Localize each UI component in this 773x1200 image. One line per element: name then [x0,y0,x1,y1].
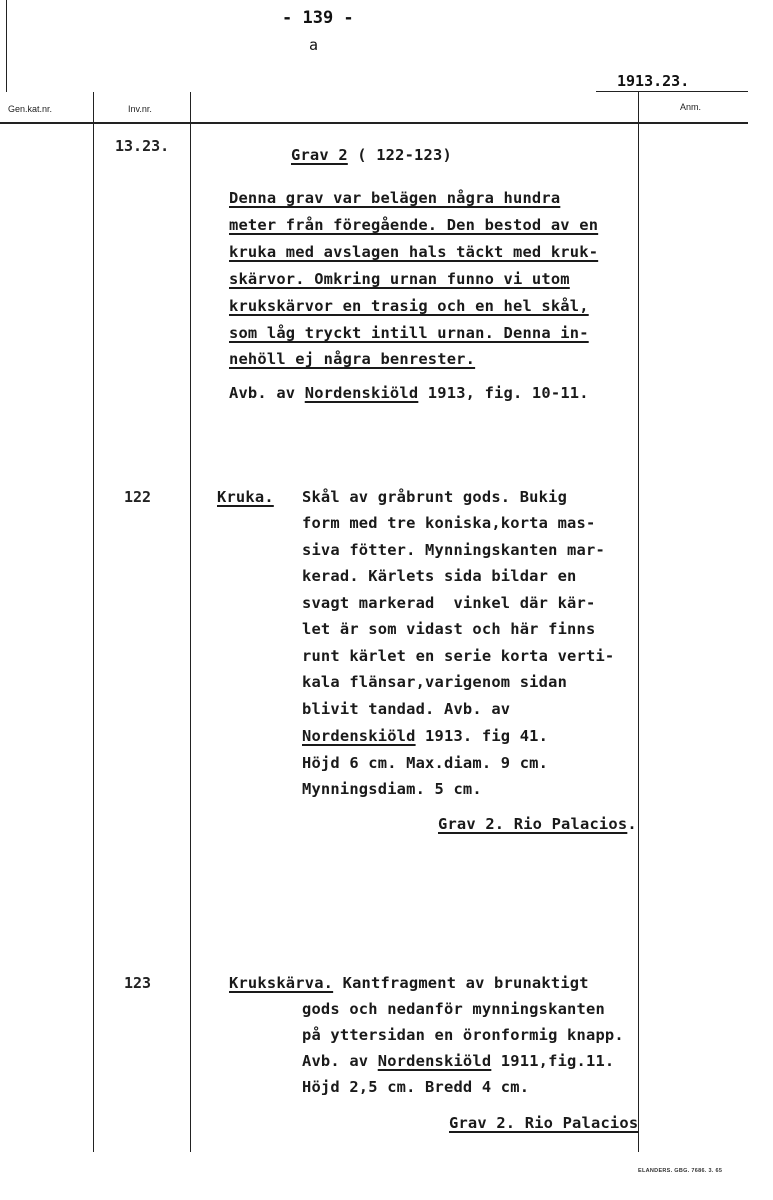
item-123-first-rest: Kantfragment av brunaktigt [333,974,589,992]
grave-text-line: som låg tryckt intill urnan. Denna in- [229,324,589,342]
item-123-ref-author: Nordenskiöld [377,1052,492,1070]
item-122-ref-author: Nordenskiöld [302,727,416,745]
item-122-inv-number: 122 [124,488,152,506]
grave-range: ( 122-123) [347,146,452,164]
item-122-location-text: Grav 2. Rio Palacios [438,815,628,833]
item-122-text-line: siva fötter. Mynningskanten mar- [302,541,605,559]
item-123-first-line [229,974,589,992]
item-122-text-line: blivit tandad. Avb. av [302,700,511,718]
item-122-dimensions: Höjd 6 cm. Max.diam. 9 cm. [302,754,549,772]
column-header-inv-nr: Inv.nr. [128,104,152,114]
item-122-location [438,815,637,833]
item-122-text-line: kala flänsar,varigenom sidan [302,673,568,691]
item-123-ref-suffix: 1911,fig.11. [491,1052,615,1070]
item-123-inv-number: 123 [124,974,152,992]
grave-title: Grav 2 [291,146,348,164]
text-column-rule [190,92,191,1152]
grave-ref-prefix: Avb. av [229,384,305,402]
grave-text-line: Denna grav var belägen några hundra [229,189,561,207]
left-border-rule [6,0,7,92]
grave-ref-author: Nordenskiöld [304,384,419,402]
printer-imprint: ELANDERS. GBG. 7686. 3. 65 [638,1168,723,1174]
item-123-ref-prefix: Avb. av [302,1052,378,1070]
item-122-text-line: form med tre koniska,korta mas- [302,514,596,532]
header-bottom-rule [0,122,748,124]
grave-inv-number: 13.23. [115,137,170,155]
item-122-text-line: let är som vidast och här finns [302,620,596,638]
grave-text-line: meter från föregående. Den bestod av en [229,216,599,234]
grave-text-line: skärvor. Omkring urnan funno vi utom [229,270,570,288]
anm-column-rule [638,92,639,1152]
item-123-text-line: på yttersidan en öronformig knapp. [302,1026,624,1044]
item-123-reference [302,1052,614,1070]
catalog-id: 1913.23. [617,72,690,90]
item-122-name: Kruka. [217,488,274,506]
column-header-anm: Anm. [680,102,702,112]
grave-ref-suffix: 1913, fig. 10-11. [418,384,589,402]
item-122-text-line: runt kärlet en serie korta verti- [302,647,615,665]
grave-text-line: kruka med avslagen hals täckt med kruk- [229,243,599,261]
inv-column-rule [93,92,94,1152]
item-122-reference [302,727,548,745]
item-123-dimensions: Höjd 2,5 cm. Bredd 4 cm. [302,1078,530,1096]
item-123-name: Krukskärva. [229,974,334,992]
item-123-location: Grav 2. Rio Palacios [449,1114,639,1132]
page-number: - 139 - [282,8,354,28]
page-suffix: a [309,36,319,54]
item-122-text-line: svagt markerad vinkel där kär- [302,594,596,612]
item-122-text-line: kerad. Kärlets sida bildar en [302,567,577,585]
grave-heading [291,146,452,164]
grave-text-line: nehöll ej några benrester. [229,350,476,368]
header-top-rule [596,91,748,92]
item-122-ref-suffix: 1913. fig 41. [415,727,549,745]
item-122-text-line: Skål av gråbrunt gods. Bukig [302,488,568,506]
column-header-gen-kat-nr: Gen.kat.nr. [8,104,53,114]
item-123-text-line: gods och nedanför mynningskanten [302,1000,605,1018]
item-122-location-end: . [627,815,637,833]
grave-reference [229,384,589,402]
item-122-dimensions: Mynningsdiam. 5 cm. [302,780,482,798]
grave-text-line: krukskärvor en trasig och en hel skål, [229,297,589,315]
